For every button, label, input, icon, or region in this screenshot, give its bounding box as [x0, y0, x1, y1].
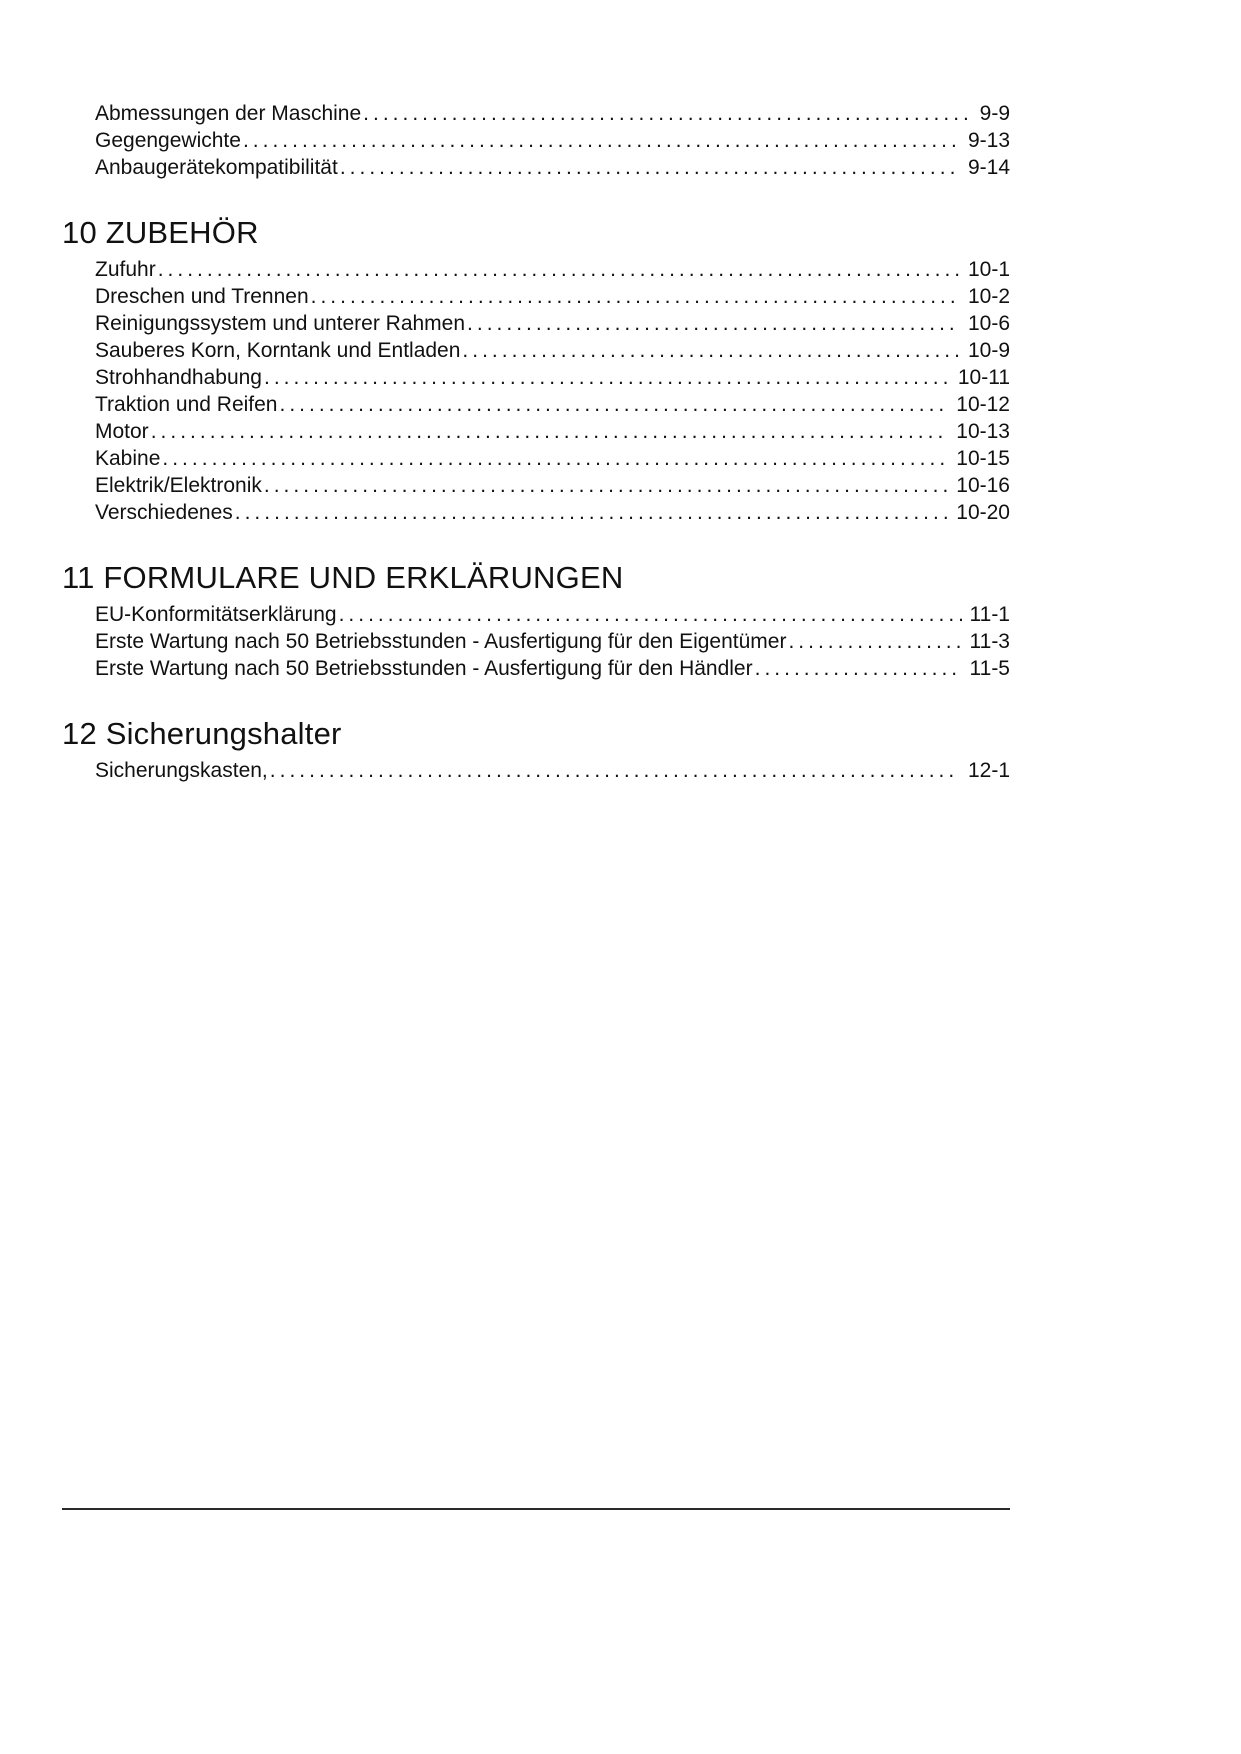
dot-leader	[339, 601, 962, 628]
toc-entry-title: Elektrik/Elektronik	[95, 474, 262, 497]
toc-entry-title: Gegengewichte	[95, 129, 241, 152]
toc-entry-page: 10-11	[957, 366, 1010, 389]
toc-entry-title: Abmessungen der Maschine	[95, 102, 362, 125]
toc-entry	[95, 283, 1010, 310]
toc-entry-title: Dreschen und Trennen	[95, 285, 309, 308]
dot-leader	[270, 757, 960, 784]
dot-leader	[151, 418, 949, 445]
toc-entry	[95, 337, 1010, 364]
toc-section-11	[62, 560, 1010, 682]
toc-entry-title: Sicherungskasten,	[95, 759, 268, 782]
dot-leader	[363, 100, 971, 127]
dot-leader	[158, 256, 960, 283]
toc-entries	[95, 757, 1010, 784]
toc-entry	[95, 310, 1010, 337]
toc-entry-title: Kabine	[95, 447, 161, 470]
toc-entry-page: 12-1	[967, 759, 1010, 782]
toc-section-heading: 11 FORMULARE UND ERKLÄRUNGEN	[62, 560, 624, 595]
dot-leader	[340, 154, 960, 181]
toc-section-heading: 10 ZUBEHÖR	[62, 215, 259, 250]
table-of-contents	[62, 100, 1010, 784]
toc-entry	[95, 391, 1010, 418]
toc-entry-page: 10-1	[967, 258, 1010, 281]
toc-entry-title: EU-Konformitätserklärung	[95, 603, 337, 626]
toc-entries	[95, 256, 1010, 526]
dot-leader	[280, 391, 949, 418]
dot-leader	[235, 499, 949, 526]
dot-leader	[462, 337, 960, 364]
toc-entry-page: 9-14	[967, 156, 1010, 179]
toc-entry	[95, 256, 1010, 283]
toc-section-heading: 12 Sicherungshalter	[62, 716, 342, 751]
toc-entry-title: Strohhandhabung	[95, 366, 262, 389]
toc-entry-page: 10-13	[956, 420, 1010, 443]
toc-entry	[95, 445, 1010, 472]
dot-leader	[467, 310, 960, 337]
toc-entry-page: 10-20	[956, 501, 1010, 524]
toc-entry-title: Sauberes Korn, Korntank und Entladen	[95, 339, 461, 362]
dot-leader	[162, 445, 948, 472]
toc-entry	[95, 472, 1010, 499]
toc-entry-page: 10-2	[967, 285, 1010, 308]
toc-entry	[95, 127, 1010, 154]
toc-entry-title: Verschiedenes	[95, 501, 233, 524]
toc-entry	[95, 418, 1010, 445]
toc-entry	[95, 499, 1010, 526]
dot-leader	[788, 628, 961, 655]
toc-entry	[95, 628, 1010, 655]
dot-leader	[755, 655, 962, 682]
toc-entry	[95, 757, 1010, 784]
toc-entry-page: 11-5	[969, 657, 1010, 680]
toc-entry-title: Erste Wartung nach 50 Betriebsstunden - Ausfertigung für den Händler	[95, 657, 753, 680]
toc-entry-page: 11-1	[969, 603, 1010, 626]
toc-entry-title: Anbaugerätekompatibilität	[95, 156, 338, 179]
toc-section-12	[62, 716, 1010, 784]
toc-entry-title: Reinigungssystem und unterer Rahmen	[95, 312, 466, 335]
toc-entry	[95, 601, 1010, 628]
toc-entry-title: Erste Wartung nach 50 Betriebsstunden - Ausfertigung für den Eigentümer	[95, 630, 787, 653]
dot-leader	[243, 127, 960, 154]
toc-entry-title: Zufuhr	[95, 258, 156, 281]
toc-entry-page: 11-3	[969, 630, 1010, 653]
toc-entry-page: 10-16	[956, 474, 1010, 497]
toc-entry-page: 9-9	[979, 102, 1010, 125]
toc-entry-page: 9-13	[967, 129, 1010, 152]
dot-leader	[264, 364, 950, 391]
toc-entry	[95, 100, 1010, 127]
dot-leader	[311, 283, 960, 310]
footer-divider	[62, 1508, 1010, 1510]
toc-entry-page: 10-9	[967, 339, 1010, 362]
toc-entries	[95, 601, 1010, 682]
toc-entry-page: 10-15	[956, 447, 1010, 470]
toc-entry	[95, 154, 1010, 181]
toc-entry	[95, 655, 1010, 682]
toc-entry-page: 10-12	[956, 393, 1010, 416]
toc-entry-title: Traktion und Reifen	[95, 393, 278, 416]
toc-entries	[95, 100, 1010, 181]
dot-leader	[264, 472, 948, 499]
toc-entry-title: Motor	[95, 420, 149, 443]
toc-entry-page: 10-6	[967, 312, 1010, 335]
toc-section-9	[62, 100, 1010, 181]
toc-entry	[95, 364, 1010, 391]
toc-section-10	[62, 215, 1010, 526]
